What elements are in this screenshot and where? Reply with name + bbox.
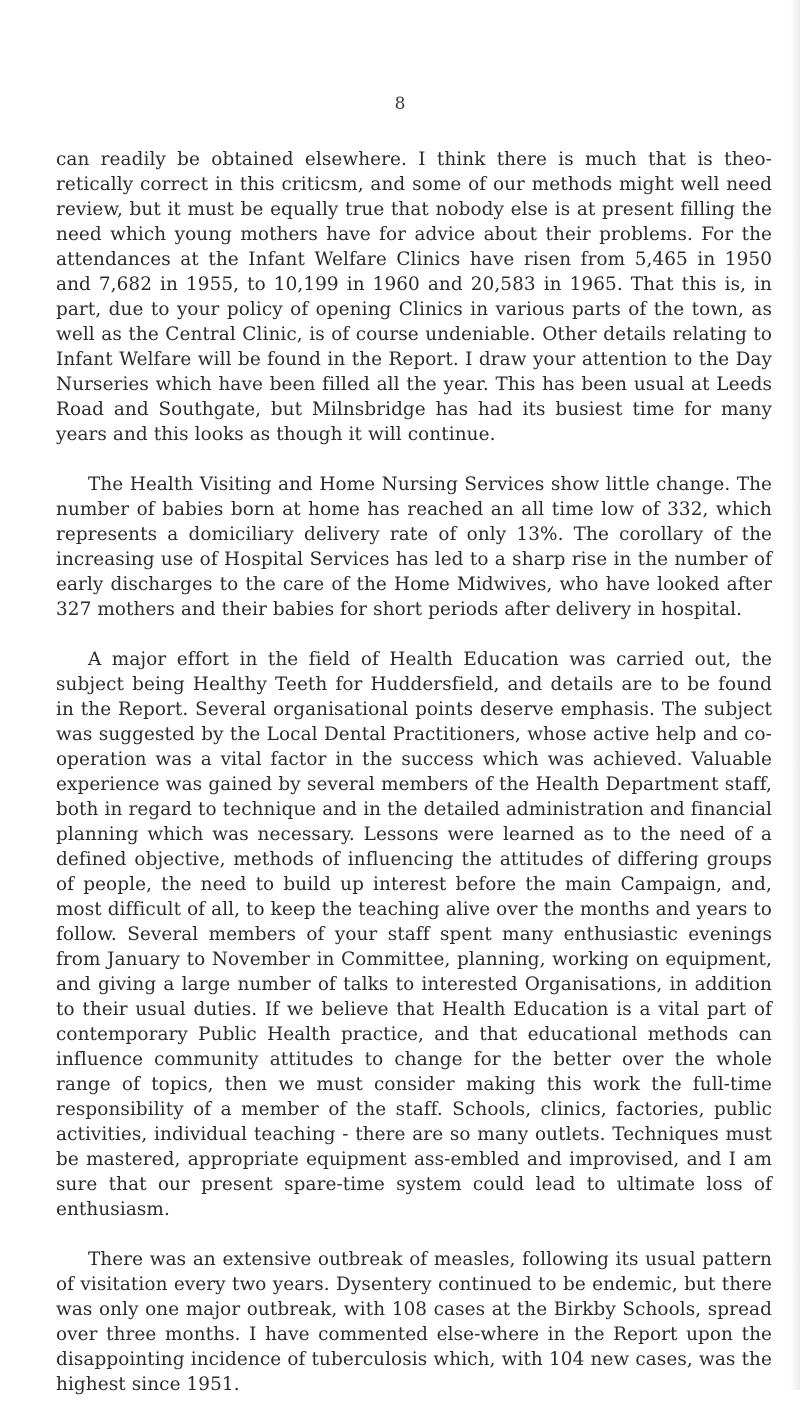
page-edge-shadow	[790, 0, 800, 1390]
body-text	[56, 147, 772, 1422]
paragraph-health-education: A major effort in the field of Health Education was carried out, the subject being Healthy Teeth for Huddersfield, and details are to be found in the Report. Several organisational points deserve emphasis. The subject was suggested by the Local Dental Practitioners, whose active help and co-operation was a vital factor in the success which was achieved. Valuable experience was gained by several members of the Health Department staff, both in regard to technique and in the detailed administration and financial planning which was necessary. Lessons were learned as to the need of a defined objective, methods of influencing the attitudes of differing groups of people, the need to build up interest before the main Campaign, and, most difficult of all, to keep the teaching alive over the months and years to follow. Several members of your staff spent many enthusiastic evenings from January to November in Committee, planning, working on equipment, and giving a large number of talks to interested Organisations, in addition to their usual duties. If we believe that Health Education is a vital part of contemporary Public Health practice, and that educational methods can influence community attitudes to change for the better over the whole range of topics, then we must consider making this work the full-time responsibility of a member of the staff. Schools, clinics, factories, public activities, individual teaching - there are so many outlets. Techniques must be mastered, appropriate equipment ass-embled and improvised, and I am sure that our present spare-time system could lead to ultimate loss of enthusiasm.	[56, 649, 772, 1220]
paragraph-health-visiting: The Health Visiting and Home Nursing Services show little change. The number of babies born at home has reached an all time low of 332, which represents a domiciliary delivery rate of only 13%. The corollary of the increasing use of Hospital Services has led to a sharp rise in the number of early discharges to the care of the Home Midwives, who have looked after 327 mothers and their babies for short periods after delivery in hospital.	[56, 474, 772, 620]
paragraph-infant-welfare: can readily be obtained elsewhere. I think there is much that is theo-retically correct in this criticsm, and some of our methods might well need review, but it must be equally true that nobody else is at present filling the need which young mothers have for advice about their problems. For the attendances at the Infant Welfare Clinics have risen from 5,465 in 1950 and 7,682 in 1955, to 10,199 in 1960 and 20,583 in 1965. That this is, in part, due to your policy of opening Clinics in various parts of the town, as well as the Central Clinic, is of course undeniable. Other details relating to Infant Welfare will be found in the Report. I draw your attention to the Day Nurseries which have been filled all the year. This has been usual at Leeds Road and Southgate, but Milnsbridge has had its busiest time for many years and this looks as though it will continue.	[56, 149, 772, 445]
page-number: 8	[394, 94, 406, 114]
paragraph-infectious-disease: There was an extensive outbreak of measles, following its usual pattern of visitation every two years. Dysentery continued to be endemic, but there was only one major outbreak, with 108 cases at the Birkby Schools, spread over three months. I have commented else-where in the Report upon the disappointing incidence of tuberculosis which, with 104 new cases, was the highest since 1951.	[56, 1249, 772, 1395]
